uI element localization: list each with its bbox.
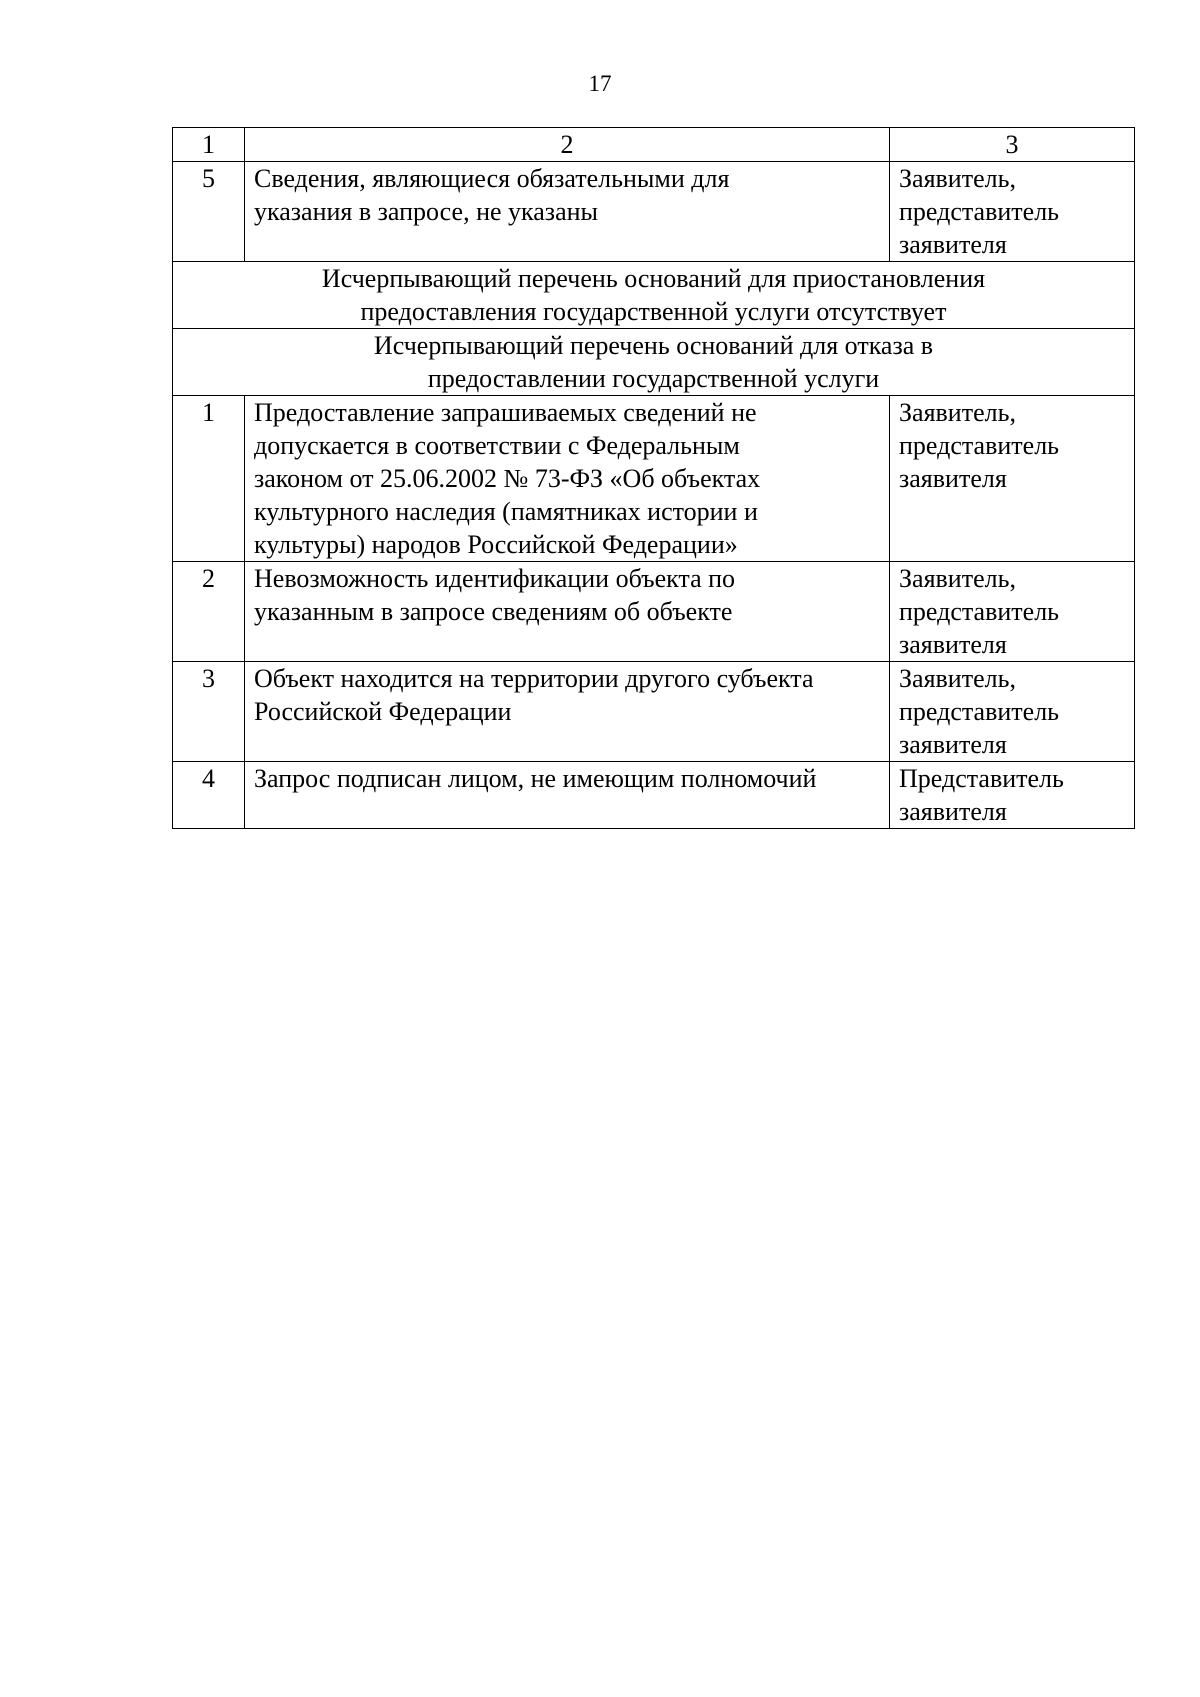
page-number: 17 — [588, 71, 612, 96]
applicant-cell: Заявитель, представитель заявителя — [890, 396, 1135, 562]
table-row — [173, 162, 1135, 262]
reason-cell: Невозможность идентификации объекта по указанным в запросе сведениям об объекте — [245, 562, 890, 662]
table-header-row — [173, 128, 1135, 162]
applicant-cell: Представитель заявителя — [890, 762, 1135, 829]
row-number: 2 — [173, 562, 245, 662]
section-row-refusal — [173, 329, 1135, 396]
section-heading-suspension: Исчерпывающий перечень оснований для приостановления предоставления государственной услуги отсутствует — [173, 262, 1135, 329]
applicant-cell: Заявитель, представитель заявителя — [890, 162, 1135, 262]
section-heading-refusal: Исчерпывающий перечень оснований для отказа в предоставлении государственной услуги — [173, 329, 1135, 396]
table-row — [173, 762, 1135, 829]
reason-cell: Объект находится на территории другого субъекта Российской Федерации — [245, 662, 890, 762]
reason-cell: Сведения, являющиеся обязательными для указания в запросе, не указаны — [245, 162, 890, 262]
header-cell-1: 1 — [173, 128, 245, 162]
reason-cell: Запрос подписан лицом, не имеющим полномочий — [245, 762, 890, 829]
section-row-suspension — [173, 262, 1135, 329]
header-cell-3: 3 — [890, 128, 1135, 162]
table-row — [173, 562, 1135, 662]
row-number: 4 — [173, 762, 245, 829]
row-number: 1 — [173, 396, 245, 562]
applicant-cell: Заявитель, представитель заявителя — [890, 662, 1135, 762]
table-row — [173, 396, 1135, 562]
row-number: 5 — [173, 162, 245, 262]
reason-cell: Предоставление запрашиваемых сведений не допускается в соответствии с Федеральным законом от 25.06.2002 № 73-ФЗ «Об объектах культурного наследия (памятниках истории и культуры) народов Российской Федерации» — [245, 396, 890, 562]
applicant-cell: Заявитель, представитель заявителя — [890, 562, 1135, 662]
row-number: 3 — [173, 662, 245, 762]
header-cell-2: 2 — [245, 128, 890, 162]
table-row — [173, 662, 1135, 762]
grounds-table — [172, 127, 1135, 829]
